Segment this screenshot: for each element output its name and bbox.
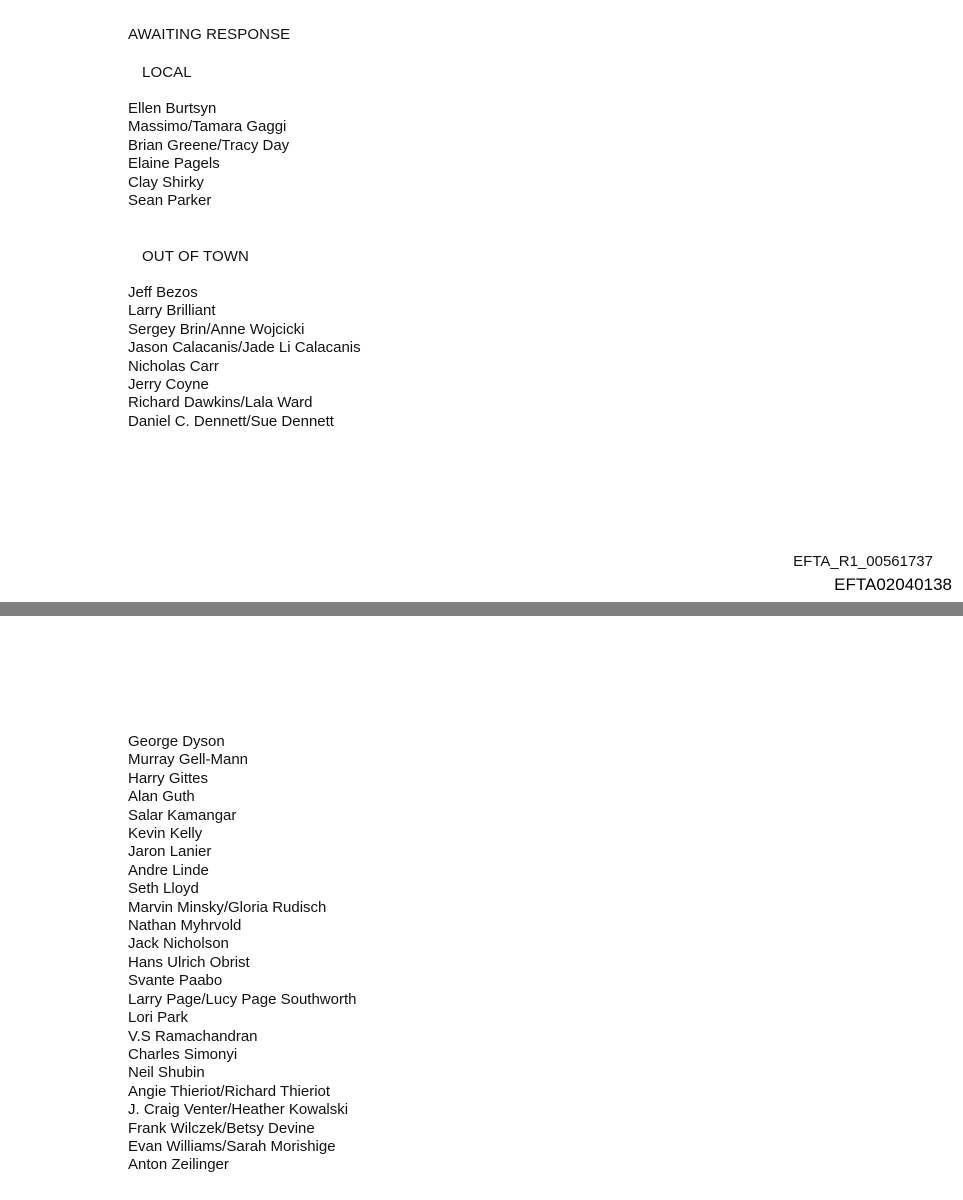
subheading-out-of-town: OUT OF TOWN xyxy=(142,248,249,265)
name-entry: Seth Lloyd xyxy=(128,880,199,898)
bates-number: EFTA02040138 xyxy=(834,575,952,594)
name-entry: Jaron Lanier xyxy=(128,843,212,861)
continued-names-list xyxy=(128,733,356,1175)
name-entry: Jeff Bezos xyxy=(128,284,198,301)
name-entry: Jack Nicholson xyxy=(128,935,229,953)
name-entry: Neil Shubin xyxy=(128,1064,205,1082)
name-entry: Marvin Minsky/Gloria Rudisch xyxy=(128,898,327,916)
name-entry: Alan Guth xyxy=(128,788,195,806)
out-of-town-names-list xyxy=(128,284,361,431)
name-entry: Nathan Myhrvold xyxy=(128,917,242,935)
name-entry: Anton Zeilinger xyxy=(128,1156,229,1174)
document-page-2 xyxy=(0,616,963,1200)
section-heading-awaiting-response: AWAITING RESPONSE xyxy=(128,26,291,43)
name-entry: Andre Linde xyxy=(128,861,209,879)
subheading-local: LOCAL xyxy=(142,64,192,81)
name-entry: Kevin Kelly xyxy=(128,825,203,843)
bates-number-r1: EFTA_R1_00561737 xyxy=(793,553,933,570)
name-entry: Daniel C. Dennett/Sue Dennett xyxy=(128,412,334,430)
name-entry: Ellen Burtsyn xyxy=(128,100,217,117)
name-entry: Hans Ulrich Obrist xyxy=(128,953,250,971)
name-entry: Svante Paabo xyxy=(128,972,223,990)
name-entry: Brian Greene/Tracy Day xyxy=(128,136,290,154)
name-entry: Jason Calacanis/Jade Li Calacanis xyxy=(128,339,361,357)
name-entry: Massimo/Tamara Gaggi xyxy=(128,118,287,136)
local-names-list xyxy=(128,100,289,210)
name-entry: Richard Dawkins/Lala Ward xyxy=(128,394,313,412)
name-entry: George Dyson xyxy=(128,733,225,750)
name-entry: Sean Parker xyxy=(128,192,212,210)
name-entry: Frank Wilczek/Betsy Devine xyxy=(128,1119,315,1137)
name-entry: Lori Park xyxy=(128,1009,189,1027)
name-entry: Salar Kamangar xyxy=(128,806,237,824)
name-entry: Elaine Pagels xyxy=(128,155,220,173)
name-entry: Larry Page/Lucy Page Southworth xyxy=(128,990,357,1008)
page-divider xyxy=(0,602,963,616)
name-entry: Harry Gittes xyxy=(128,769,209,787)
name-entry: Charles Simonyi xyxy=(128,1045,238,1063)
name-entry: Angie Thieriot/Richard Thieriot xyxy=(128,1082,331,1100)
name-entry: Evan Williams/Sarah Morishige xyxy=(128,1137,336,1155)
name-entry: V.S Ramachandran xyxy=(128,1027,258,1045)
name-entry: Murray Gell-Mann xyxy=(128,751,249,769)
name-entry: Sergey Brin/Anne Wojcicki xyxy=(128,320,305,338)
name-entry: J. Craig Venter/Heather Kowalski xyxy=(128,1101,349,1119)
name-entry: Larry Brilliant xyxy=(128,302,216,320)
name-entry: Jerry Coyne xyxy=(128,376,209,394)
name-entry: Clay Shirky xyxy=(128,173,204,191)
name-entry: Nicholas Carr xyxy=(128,357,219,375)
